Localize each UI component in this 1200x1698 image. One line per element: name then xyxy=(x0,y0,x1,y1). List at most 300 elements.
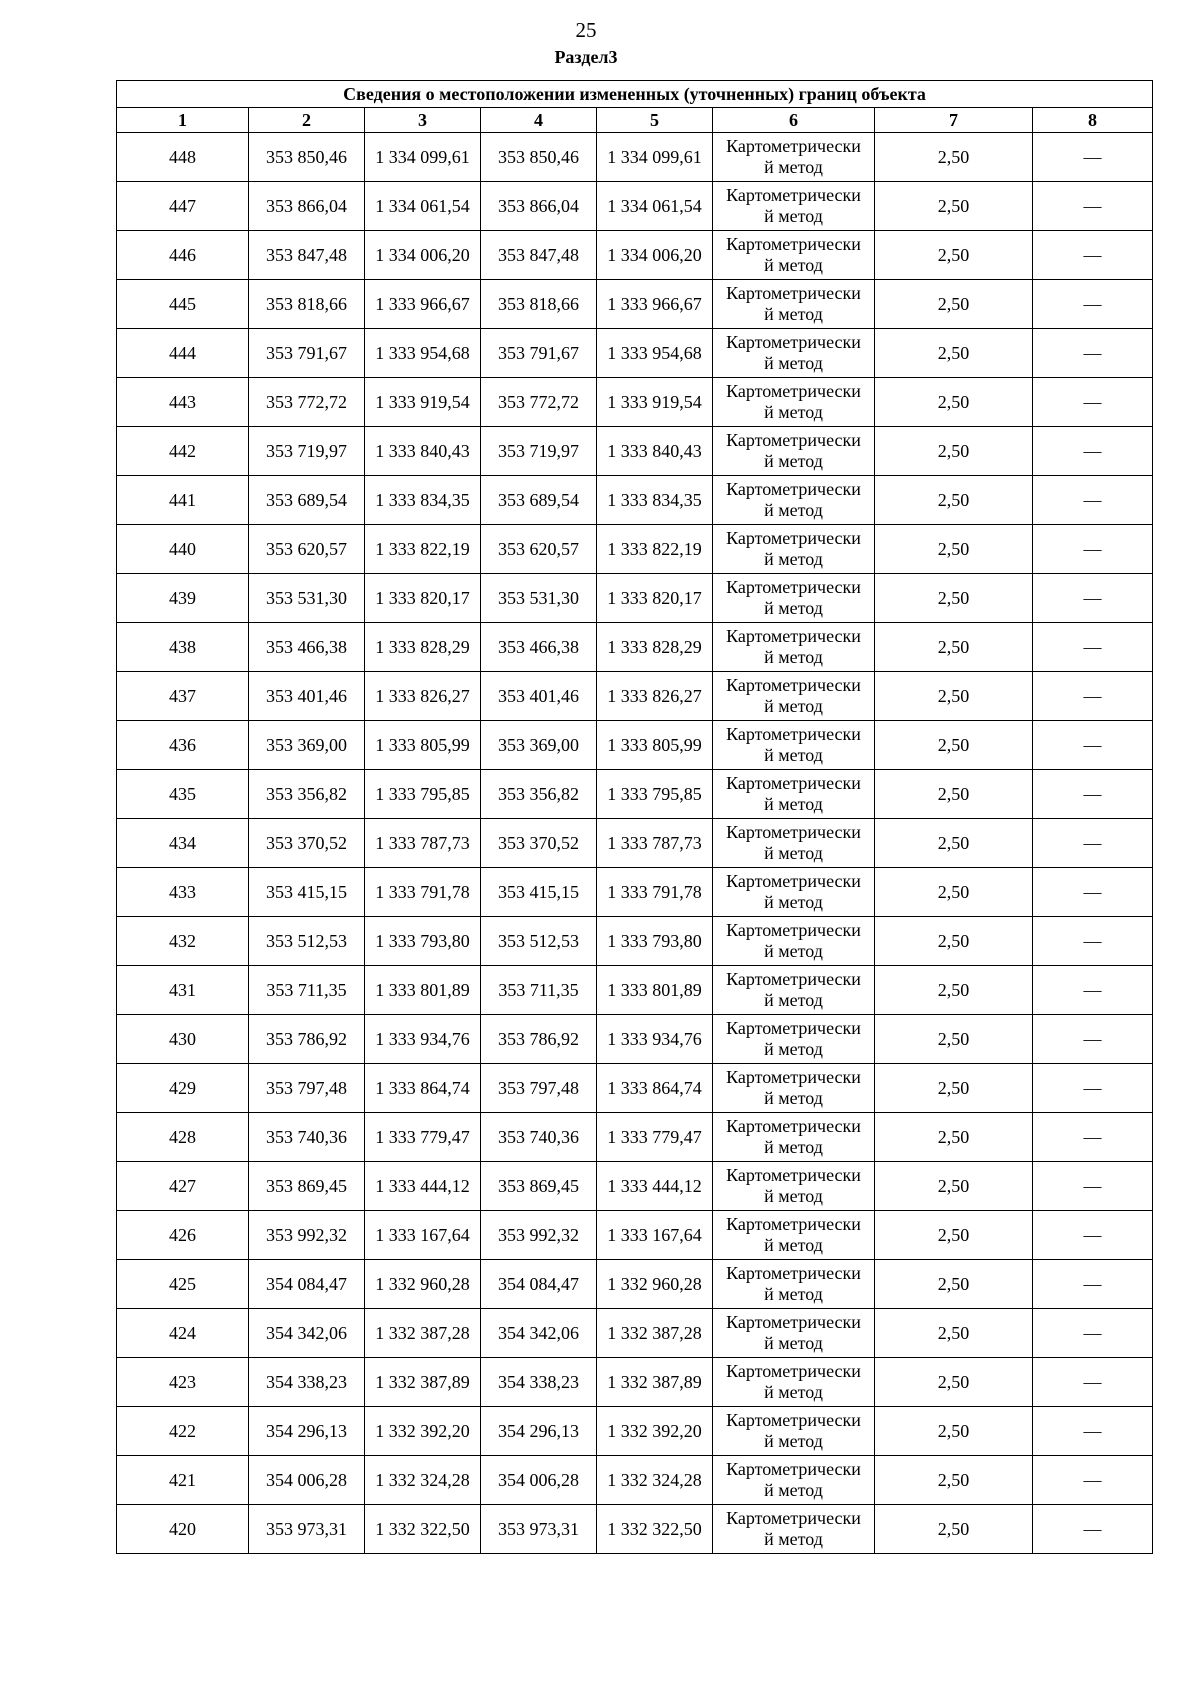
method-cell xyxy=(713,1505,875,1554)
accuracy-cell: 2,50 xyxy=(875,770,1033,819)
x-existing-cell: 353 369,00 xyxy=(249,721,365,770)
y-new-cell: 1 333 167,64 xyxy=(597,1211,713,1260)
accuracy-cell: 2,50 xyxy=(875,1260,1033,1309)
accuracy-cell: 2,50 xyxy=(875,574,1033,623)
method-text-line2: й метод xyxy=(764,1382,823,1402)
y-existing-cell: 1 333 834,35 xyxy=(365,476,481,525)
x-existing-cell: 353 847,48 xyxy=(249,231,365,280)
table-row xyxy=(117,672,1153,721)
point-number-cell: 427 xyxy=(117,1162,249,1211)
y-new-cell: 1 333 840,43 xyxy=(597,427,713,476)
method-text-line1: Картометрически xyxy=(726,1165,861,1185)
x-existing-cell: 353 512,53 xyxy=(249,917,365,966)
note-cell: — xyxy=(1033,182,1153,231)
accuracy-cell: 2,50 xyxy=(875,378,1033,427)
x-existing-cell: 353 620,57 xyxy=(249,525,365,574)
x-new-cell: 353 531,30 xyxy=(481,574,597,623)
x-existing-cell: 353 719,97 xyxy=(249,427,365,476)
x-new-cell: 353 797,48 xyxy=(481,1064,597,1113)
y-new-cell: 1 332 324,28 xyxy=(597,1456,713,1505)
x-new-cell: 353 711,35 xyxy=(481,966,597,1015)
x-existing-cell: 353 791,67 xyxy=(249,329,365,378)
point-number-cell: 439 xyxy=(117,574,249,623)
accuracy-cell: 2,50 xyxy=(875,1064,1033,1113)
point-number-cell: 440 xyxy=(117,525,249,574)
table-row xyxy=(117,329,1153,378)
method-cell xyxy=(713,819,875,868)
accuracy-cell: 2,50 xyxy=(875,917,1033,966)
point-number-cell: 428 xyxy=(117,1113,249,1162)
x-new-cell: 353 369,00 xyxy=(481,721,597,770)
accuracy-cell: 2,50 xyxy=(875,329,1033,378)
x-new-cell: 354 296,13 xyxy=(481,1407,597,1456)
point-number-cell: 447 xyxy=(117,182,249,231)
x-existing-cell: 354 296,13 xyxy=(249,1407,365,1456)
point-number-cell: 436 xyxy=(117,721,249,770)
x-new-cell: 353 850,46 xyxy=(481,133,597,182)
table-row xyxy=(117,280,1153,329)
column-number-row xyxy=(117,108,1153,133)
note-cell: — xyxy=(1033,623,1153,672)
y-new-cell: 1 333 822,19 xyxy=(597,525,713,574)
y-new-cell: 1 333 864,74 xyxy=(597,1064,713,1113)
y-new-cell: 1 332 960,28 xyxy=(597,1260,713,1309)
x-new-cell: 353 719,97 xyxy=(481,427,597,476)
note-cell: — xyxy=(1033,476,1153,525)
y-existing-cell: 1 333 919,54 xyxy=(365,378,481,427)
point-number-cell: 435 xyxy=(117,770,249,819)
point-number-cell: 421 xyxy=(117,1456,249,1505)
column-header: 4 xyxy=(481,108,597,133)
x-existing-cell: 353 689,54 xyxy=(249,476,365,525)
x-new-cell: 353 401,46 xyxy=(481,672,597,721)
method-text-line1: Картометрически xyxy=(726,136,861,156)
accuracy-cell: 2,50 xyxy=(875,427,1033,476)
accuracy-cell: 2,50 xyxy=(875,672,1033,721)
table-row xyxy=(117,1456,1153,1505)
point-number-cell: 425 xyxy=(117,1260,249,1309)
method-text-line2: й метод xyxy=(764,157,823,177)
x-new-cell: 354 006,28 xyxy=(481,1456,597,1505)
y-existing-cell: 1 333 828,29 xyxy=(365,623,481,672)
table-row xyxy=(117,721,1153,770)
x-new-cell: 353 866,04 xyxy=(481,182,597,231)
x-new-cell: 353 620,57 xyxy=(481,525,597,574)
column-header: 8 xyxy=(1033,108,1153,133)
x-existing-cell: 353 415,15 xyxy=(249,868,365,917)
y-new-cell: 1 333 801,89 xyxy=(597,966,713,1015)
method-text-line1: Картометрически xyxy=(726,871,861,891)
method-text-line1: Картометрически xyxy=(726,773,861,793)
y-existing-cell: 1 334 099,61 xyxy=(365,133,481,182)
y-existing-cell: 1 332 387,28 xyxy=(365,1309,481,1358)
x-existing-cell: 353 818,66 xyxy=(249,280,365,329)
accuracy-cell: 2,50 xyxy=(875,819,1033,868)
x-new-cell: 353 869,45 xyxy=(481,1162,597,1211)
page-number: 25 xyxy=(575,18,597,42)
y-new-cell: 1 333 954,68 xyxy=(597,329,713,378)
x-existing-cell: 353 866,04 xyxy=(249,182,365,231)
method-text-line2: й метод xyxy=(764,1235,823,1255)
table-row xyxy=(117,1407,1153,1456)
method-text-line1: Картометрически xyxy=(726,920,861,940)
table-row xyxy=(117,525,1153,574)
method-text-line2: й метод xyxy=(764,1431,823,1451)
y-new-cell: 1 333 444,12 xyxy=(597,1162,713,1211)
x-existing-cell: 353 466,38 xyxy=(249,623,365,672)
point-number-cell: 423 xyxy=(117,1358,249,1407)
x-new-cell: 353 512,53 xyxy=(481,917,597,966)
y-new-cell: 1 333 787,73 xyxy=(597,819,713,868)
x-new-cell: 353 415,15 xyxy=(481,868,597,917)
method-cell xyxy=(713,525,875,574)
note-cell: — xyxy=(1033,1407,1153,1456)
point-number-cell: 442 xyxy=(117,427,249,476)
method-text-line2: й метод xyxy=(764,1529,823,1549)
method-text-line1: Картометрически xyxy=(726,1508,861,1528)
method-text-line1: Картометрически xyxy=(726,577,861,597)
method-text-line2: й метод xyxy=(764,1333,823,1353)
accuracy-cell: 2,50 xyxy=(875,1358,1033,1407)
method-cell xyxy=(713,1407,875,1456)
y-existing-cell: 1 332 387,89 xyxy=(365,1358,481,1407)
method-cell xyxy=(713,1211,875,1260)
note-cell: — xyxy=(1033,1260,1153,1309)
x-new-cell: 353 973,31 xyxy=(481,1505,597,1554)
y-new-cell: 1 333 966,67 xyxy=(597,280,713,329)
method-text-line1: Картометрически xyxy=(726,1312,861,1332)
y-new-cell: 1 333 779,47 xyxy=(597,1113,713,1162)
method-cell xyxy=(713,1309,875,1358)
method-text-line1: Картометрически xyxy=(726,479,861,499)
y-existing-cell: 1 333 793,80 xyxy=(365,917,481,966)
y-existing-cell: 1 332 960,28 xyxy=(365,1260,481,1309)
table-row xyxy=(117,476,1153,525)
table-row xyxy=(117,966,1153,1015)
point-number-cell: 432 xyxy=(117,917,249,966)
method-text-line1: Картометрически xyxy=(726,381,861,401)
accuracy-cell: 2,50 xyxy=(875,525,1033,574)
method-text-line2: й метод xyxy=(764,941,823,961)
accuracy-cell: 2,50 xyxy=(875,1456,1033,1505)
method-cell xyxy=(713,1162,875,1211)
table-row xyxy=(117,1260,1153,1309)
method-cell xyxy=(713,917,875,966)
point-number-cell: 420 xyxy=(117,1505,249,1554)
note-cell: — xyxy=(1033,574,1153,623)
table-row xyxy=(117,1505,1153,1554)
x-existing-cell: 353 711,35 xyxy=(249,966,365,1015)
method-text-line1: Картометрически xyxy=(726,185,861,205)
table-row xyxy=(117,1162,1153,1211)
method-text-line1: Картометрически xyxy=(726,234,861,254)
method-text-line2: й метод xyxy=(764,1284,823,1304)
note-cell: — xyxy=(1033,917,1153,966)
table-row xyxy=(117,1211,1153,1260)
x-existing-cell: 353 786,92 xyxy=(249,1015,365,1064)
method-text-line1: Картометрически xyxy=(726,724,861,744)
x-new-cell: 353 791,67 xyxy=(481,329,597,378)
method-text-line2: й метод xyxy=(764,1480,823,1500)
accuracy-cell: 2,50 xyxy=(875,1162,1033,1211)
x-new-cell: 354 338,23 xyxy=(481,1358,597,1407)
method-text-line1: Картометрически xyxy=(726,1459,861,1479)
column-header: 6 xyxy=(713,108,875,133)
table-row xyxy=(117,623,1153,672)
coordinates-table xyxy=(116,80,1153,1554)
table-row xyxy=(117,574,1153,623)
y-new-cell: 1 333 795,85 xyxy=(597,770,713,819)
method-text-line1: Картометрически xyxy=(726,675,861,695)
y-existing-cell: 1 333 167,64 xyxy=(365,1211,481,1260)
x-existing-cell: 353 401,46 xyxy=(249,672,365,721)
method-cell xyxy=(713,231,875,280)
x-existing-cell: 353 772,72 xyxy=(249,378,365,427)
column-header: 7 xyxy=(875,108,1033,133)
section-title: Раздел3 xyxy=(554,47,618,67)
point-number-cell: 433 xyxy=(117,868,249,917)
x-new-cell: 353 740,36 xyxy=(481,1113,597,1162)
method-text-line2: й метод xyxy=(764,990,823,1010)
x-new-cell: 353 689,54 xyxy=(481,476,597,525)
method-text-line2: й метод xyxy=(764,598,823,618)
method-cell xyxy=(713,868,875,917)
note-cell: — xyxy=(1033,525,1153,574)
table-row xyxy=(117,1015,1153,1064)
x-new-cell: 353 847,48 xyxy=(481,231,597,280)
y-existing-cell: 1 333 840,43 xyxy=(365,427,481,476)
note-cell: — xyxy=(1033,1358,1153,1407)
y-existing-cell: 1 333 826,27 xyxy=(365,672,481,721)
method-text-line1: Картометрически xyxy=(726,332,861,352)
y-new-cell: 1 332 392,20 xyxy=(597,1407,713,1456)
method-text-line1: Картометрически xyxy=(726,822,861,842)
y-new-cell: 1 333 828,29 xyxy=(597,623,713,672)
note-cell: — xyxy=(1033,1015,1153,1064)
accuracy-cell: 2,50 xyxy=(875,623,1033,672)
accuracy-cell: 2,50 xyxy=(875,1015,1033,1064)
method-text-line2: й метод xyxy=(764,206,823,226)
x-existing-cell: 354 006,28 xyxy=(249,1456,365,1505)
y-existing-cell: 1 333 820,17 xyxy=(365,574,481,623)
column-header: 2 xyxy=(249,108,365,133)
method-text-line2: й метод xyxy=(764,1088,823,1108)
y-new-cell: 1 333 791,78 xyxy=(597,868,713,917)
method-cell xyxy=(713,721,875,770)
method-text-line1: Картометрически xyxy=(726,969,861,989)
point-number-cell: 430 xyxy=(117,1015,249,1064)
accuracy-cell: 2,50 xyxy=(875,182,1033,231)
x-existing-cell: 353 531,30 xyxy=(249,574,365,623)
y-new-cell: 1 333 826,27 xyxy=(597,672,713,721)
column-header: 3 xyxy=(365,108,481,133)
method-text-line2: й метод xyxy=(764,549,823,569)
y-existing-cell: 1 333 805,99 xyxy=(365,721,481,770)
method-text-line1: Картометрически xyxy=(726,1067,861,1087)
note-cell: — xyxy=(1033,721,1153,770)
method-cell xyxy=(713,329,875,378)
accuracy-cell: 2,50 xyxy=(875,1211,1033,1260)
method-cell xyxy=(713,574,875,623)
method-text-line2: й метод xyxy=(764,794,823,814)
y-new-cell: 1 332 387,89 xyxy=(597,1358,713,1407)
point-number-cell: 424 xyxy=(117,1309,249,1358)
method-cell xyxy=(713,378,875,427)
accuracy-cell: 2,50 xyxy=(875,476,1033,525)
method-text-line2: й метод xyxy=(764,745,823,765)
method-text-line2: й метод xyxy=(764,353,823,373)
method-cell xyxy=(713,1358,875,1407)
column-header: 1 xyxy=(117,108,249,133)
method-text-line1: Картометрически xyxy=(726,528,861,548)
table-row xyxy=(117,1113,1153,1162)
point-number-cell: 446 xyxy=(117,231,249,280)
method-text-line1: Картометрически xyxy=(726,626,861,646)
note-cell: — xyxy=(1033,1162,1153,1211)
note-cell: — xyxy=(1033,1113,1153,1162)
method-cell xyxy=(713,966,875,1015)
x-new-cell: 353 992,32 xyxy=(481,1211,597,1260)
method-cell xyxy=(713,280,875,329)
y-new-cell: 1 334 099,61 xyxy=(597,133,713,182)
table-row xyxy=(117,868,1153,917)
x-existing-cell: 353 869,45 xyxy=(249,1162,365,1211)
accuracy-cell: 2,50 xyxy=(875,1309,1033,1358)
method-cell xyxy=(713,672,875,721)
table-body xyxy=(117,133,1153,1554)
note-cell: — xyxy=(1033,819,1153,868)
table-row xyxy=(117,917,1153,966)
method-text-line1: Картометрически xyxy=(726,1214,861,1234)
y-new-cell: 1 333 834,35 xyxy=(597,476,713,525)
method-cell xyxy=(713,1064,875,1113)
table-row xyxy=(117,1064,1153,1113)
note-cell: — xyxy=(1033,1309,1153,1358)
y-new-cell: 1 334 061,54 xyxy=(597,182,713,231)
method-cell xyxy=(713,427,875,476)
method-cell xyxy=(713,1015,875,1064)
method-text-line2: й метод xyxy=(764,304,823,324)
x-new-cell: 353 466,38 xyxy=(481,623,597,672)
method-text-line1: Картометрически xyxy=(726,1018,861,1038)
y-existing-cell: 1 333 934,76 xyxy=(365,1015,481,1064)
x-new-cell: 353 786,92 xyxy=(481,1015,597,1064)
note-cell: — xyxy=(1033,378,1153,427)
x-existing-cell: 354 084,47 xyxy=(249,1260,365,1309)
point-number-cell: 437 xyxy=(117,672,249,721)
y-existing-cell: 1 333 779,47 xyxy=(365,1113,481,1162)
point-number-cell: 445 xyxy=(117,280,249,329)
method-text-line2: й метод xyxy=(764,451,823,471)
note-cell: — xyxy=(1033,280,1153,329)
x-new-cell: 353 772,72 xyxy=(481,378,597,427)
method-text-line2: й метод xyxy=(764,402,823,422)
x-existing-cell: 353 370,52 xyxy=(249,819,365,868)
y-new-cell: 1 333 934,76 xyxy=(597,1015,713,1064)
method-cell xyxy=(713,1260,875,1309)
x-new-cell: 353 370,52 xyxy=(481,819,597,868)
method-text-line2: й метод xyxy=(764,1137,823,1157)
y-existing-cell: 1 332 392,20 xyxy=(365,1407,481,1456)
method-text-line2: й метод xyxy=(764,647,823,667)
point-number-cell: 448 xyxy=(117,133,249,182)
table-row xyxy=(117,182,1153,231)
y-existing-cell: 1 332 324,28 xyxy=(365,1456,481,1505)
accuracy-cell: 2,50 xyxy=(875,868,1033,917)
y-existing-cell: 1 333 795,85 xyxy=(365,770,481,819)
x-existing-cell: 354 342,06 xyxy=(249,1309,365,1358)
accuracy-cell: 2,50 xyxy=(875,231,1033,280)
y-new-cell: 1 333 820,17 xyxy=(597,574,713,623)
point-number-cell: 434 xyxy=(117,819,249,868)
accuracy-cell: 2,50 xyxy=(875,721,1033,770)
y-new-cell: 1 332 387,28 xyxy=(597,1309,713,1358)
y-existing-cell: 1 333 787,73 xyxy=(365,819,481,868)
y-existing-cell: 1 334 006,20 xyxy=(365,231,481,280)
point-number-cell: 429 xyxy=(117,1064,249,1113)
method-text-line1: Картометрически xyxy=(726,1410,861,1430)
column-header: 5 xyxy=(597,108,713,133)
y-new-cell: 1 333 793,80 xyxy=(597,917,713,966)
note-cell: — xyxy=(1033,770,1153,819)
x-new-cell: 353 818,66 xyxy=(481,280,597,329)
accuracy-cell: 2,50 xyxy=(875,133,1033,182)
table-row xyxy=(117,819,1153,868)
table-caption: Сведения о местоположении измененных (уточненных) границ объекта xyxy=(117,81,1153,108)
table-row xyxy=(117,378,1153,427)
note-cell: — xyxy=(1033,1064,1153,1113)
method-cell xyxy=(713,133,875,182)
method-cell xyxy=(713,1113,875,1162)
y-new-cell: 1 332 322,50 xyxy=(597,1505,713,1554)
note-cell: — xyxy=(1033,672,1153,721)
point-number-cell: 441 xyxy=(117,476,249,525)
method-text-line2: й метод xyxy=(764,843,823,863)
method-text-line2: й метод xyxy=(764,1039,823,1059)
accuracy-cell: 2,50 xyxy=(875,1407,1033,1456)
point-number-cell: 443 xyxy=(117,378,249,427)
y-existing-cell: 1 333 864,74 xyxy=(365,1064,481,1113)
x-existing-cell: 353 850,46 xyxy=(249,133,365,182)
y-existing-cell: 1 333 954,68 xyxy=(365,329,481,378)
note-cell: — xyxy=(1033,427,1153,476)
point-number-cell: 431 xyxy=(117,966,249,1015)
table-row xyxy=(117,427,1153,476)
x-new-cell: 353 356,82 xyxy=(481,770,597,819)
method-text-line1: Картометрически xyxy=(726,283,861,303)
accuracy-cell: 2,50 xyxy=(875,1505,1033,1554)
y-existing-cell: 1 333 966,67 xyxy=(365,280,481,329)
method-text-line2: й метод xyxy=(764,255,823,275)
x-existing-cell: 353 356,82 xyxy=(249,770,365,819)
method-cell xyxy=(713,476,875,525)
note-cell: — xyxy=(1033,1456,1153,1505)
x-existing-cell: 353 797,48 xyxy=(249,1064,365,1113)
table-row xyxy=(117,770,1153,819)
y-existing-cell: 1 334 061,54 xyxy=(365,182,481,231)
y-existing-cell: 1 333 791,78 xyxy=(365,868,481,917)
method-text-line2: й метод xyxy=(764,1186,823,1206)
note-cell: — xyxy=(1033,133,1153,182)
method-text-line1: Картометрически xyxy=(726,430,861,450)
note-cell: — xyxy=(1033,1211,1153,1260)
method-text-line2: й метод xyxy=(764,892,823,912)
note-cell: — xyxy=(1033,868,1153,917)
y-new-cell: 1 333 805,99 xyxy=(597,721,713,770)
x-existing-cell: 353 740,36 xyxy=(249,1113,365,1162)
x-existing-cell: 353 973,31 xyxy=(249,1505,365,1554)
y-existing-cell: 1 333 801,89 xyxy=(365,966,481,1015)
